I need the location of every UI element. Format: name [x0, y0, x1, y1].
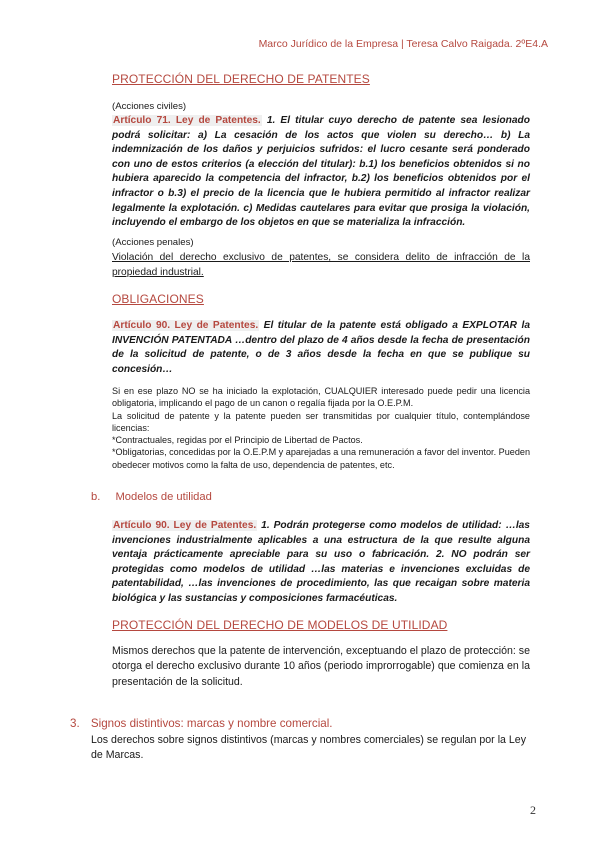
- modelos-article-90-tag: Artículo 90. Ley de Patentes.: [113, 520, 257, 531]
- article-71-text: 1. El titular cuyo derecho de patente sea lesionado podrá solicitar: a) La cesación de los actos que violen su derecho… b) La indemnización de los daños y perjuicios sufridos: el lucro cesante será ponderado con uno de estos criterios (a elección del titular): b.1) los beneficios obtenidos si no hubiera aparecido la competencia del infractor, b.2) los beneficios obtenidos por el infractor o b.3) el precio de la licencia que le hubiera permitido al infractor realizar legalmente la explotación. c) Medidas cautelares para evitar que prosiga la violación, incluyendo el embargo de los objetos en que se materializa la infracción.: [112, 115, 530, 229]
- page-number: 2: [530, 803, 536, 817]
- note-licencia-obligatoria: Si en ese plazo NO se ha iniciado la explotación, CUALQUIER interesado puede pedir una licencia obligatoria, implicando el pago de un canon o regalía fijada por la O.E.P.M.: [112, 386, 530, 409]
- outline-item-3: [70, 717, 333, 730]
- heading-signos-distintivos: Signos distintivos: marcas y nombre comercial.: [90, 717, 333, 730]
- bullet-obligatorias: *Obligatorias, concedidas por la O.E.P.M y aparejadas a una remuneración a favor del inventor. Pueden obedecer motivos como la falta de uso, dependencia de patentes, etc.: [112, 447, 530, 470]
- heading-proteccion-patentes: PROTECCIÓN DEL DERECHO DE PATENTES: [112, 72, 370, 86]
- signos-paragraph: Los derechos sobre signos distintivos (marcas y nombres comerciales) se regulan por la Ley de Marcas.: [91, 734, 526, 762]
- label-acciones-penales: (Acciones penales): [112, 237, 194, 248]
- heading-proteccion-modelos: PROTECCIÓN DEL DERECHO DE MODELOS DE UTILIDAD: [112, 618, 448, 632]
- article-71-paragraph: [112, 114, 530, 231]
- modelos-article-90-text: 1. Podrán protegerse como modelos de utilidad: …las invenciones industrialmente aplicables a una estructura de la que resulte alguna ventaja prácticamente apreciable para su uso o fabricación. 2. NO podrán ser protegidas como modelos de utilidad …las materias e invenciones excluidas de patentabilidad, …las invenciones de procedimiento, las que recaigan sobre materia biológica y las sustancias y composiciones farmacéuticas.: [112, 520, 530, 604]
- article-71-tag: Artículo 71. Ley de Patentes.: [113, 115, 261, 126]
- obligaciones-notes: [112, 385, 530, 471]
- running-header: Marco Jurídico de la Empresa | Teresa Calvo Raigada. 2ºE4.A: [258, 38, 548, 50]
- modelos-proteccion-paragraph: Mismos derechos que la patente de intervención, exceptuando el plazo de protección: se otorga el derecho exclusivo durante 10 años (periodo improrrogable) que comienza en la presentación de la solicitud.: [112, 645, 530, 688]
- note-transmision: La solicitud de patente y la patente pueden ser transmitidas por cualquier título, contemplándose licencias:: [112, 410, 530, 433]
- article-90-text: El titular de la patente está obligado a EXPLOTAR la INVENCIÓN PATENTADA …dentro del plazo de 4 años desde la fecha de presentación de la solicitud de patente, o de 3 años desde la fecha en que se publique su concesión…: [112, 320, 530, 375]
- article-90-tag: Artículo 90. Ley de Patentes.: [113, 320, 259, 331]
- outline-marker-3: 3.: [70, 717, 80, 730]
- heading-modelos-utilidad: Modelos de utilidad: [115, 491, 212, 503]
- penal-paragraph: [112, 251, 530, 280]
- outline-marker-b: b.: [91, 491, 101, 503]
- article-90-paragraph: [112, 319, 530, 377]
- label-acciones-civiles: (Acciones civiles): [112, 101, 187, 112]
- heading-obligaciones: OBLIGACIONES: [112, 292, 204, 306]
- penal-text: Violación del derecho exclusivo de patentes, se considera delito de infracción de la propiedad industrial.: [112, 252, 530, 278]
- modelos-article-90-paragraph: [112, 519, 530, 607]
- bullet-contractuales: *Contractuales, regidas por el Principio de Libertad de Pactos.: [112, 435, 363, 446]
- outline-item-b: [91, 491, 212, 503]
